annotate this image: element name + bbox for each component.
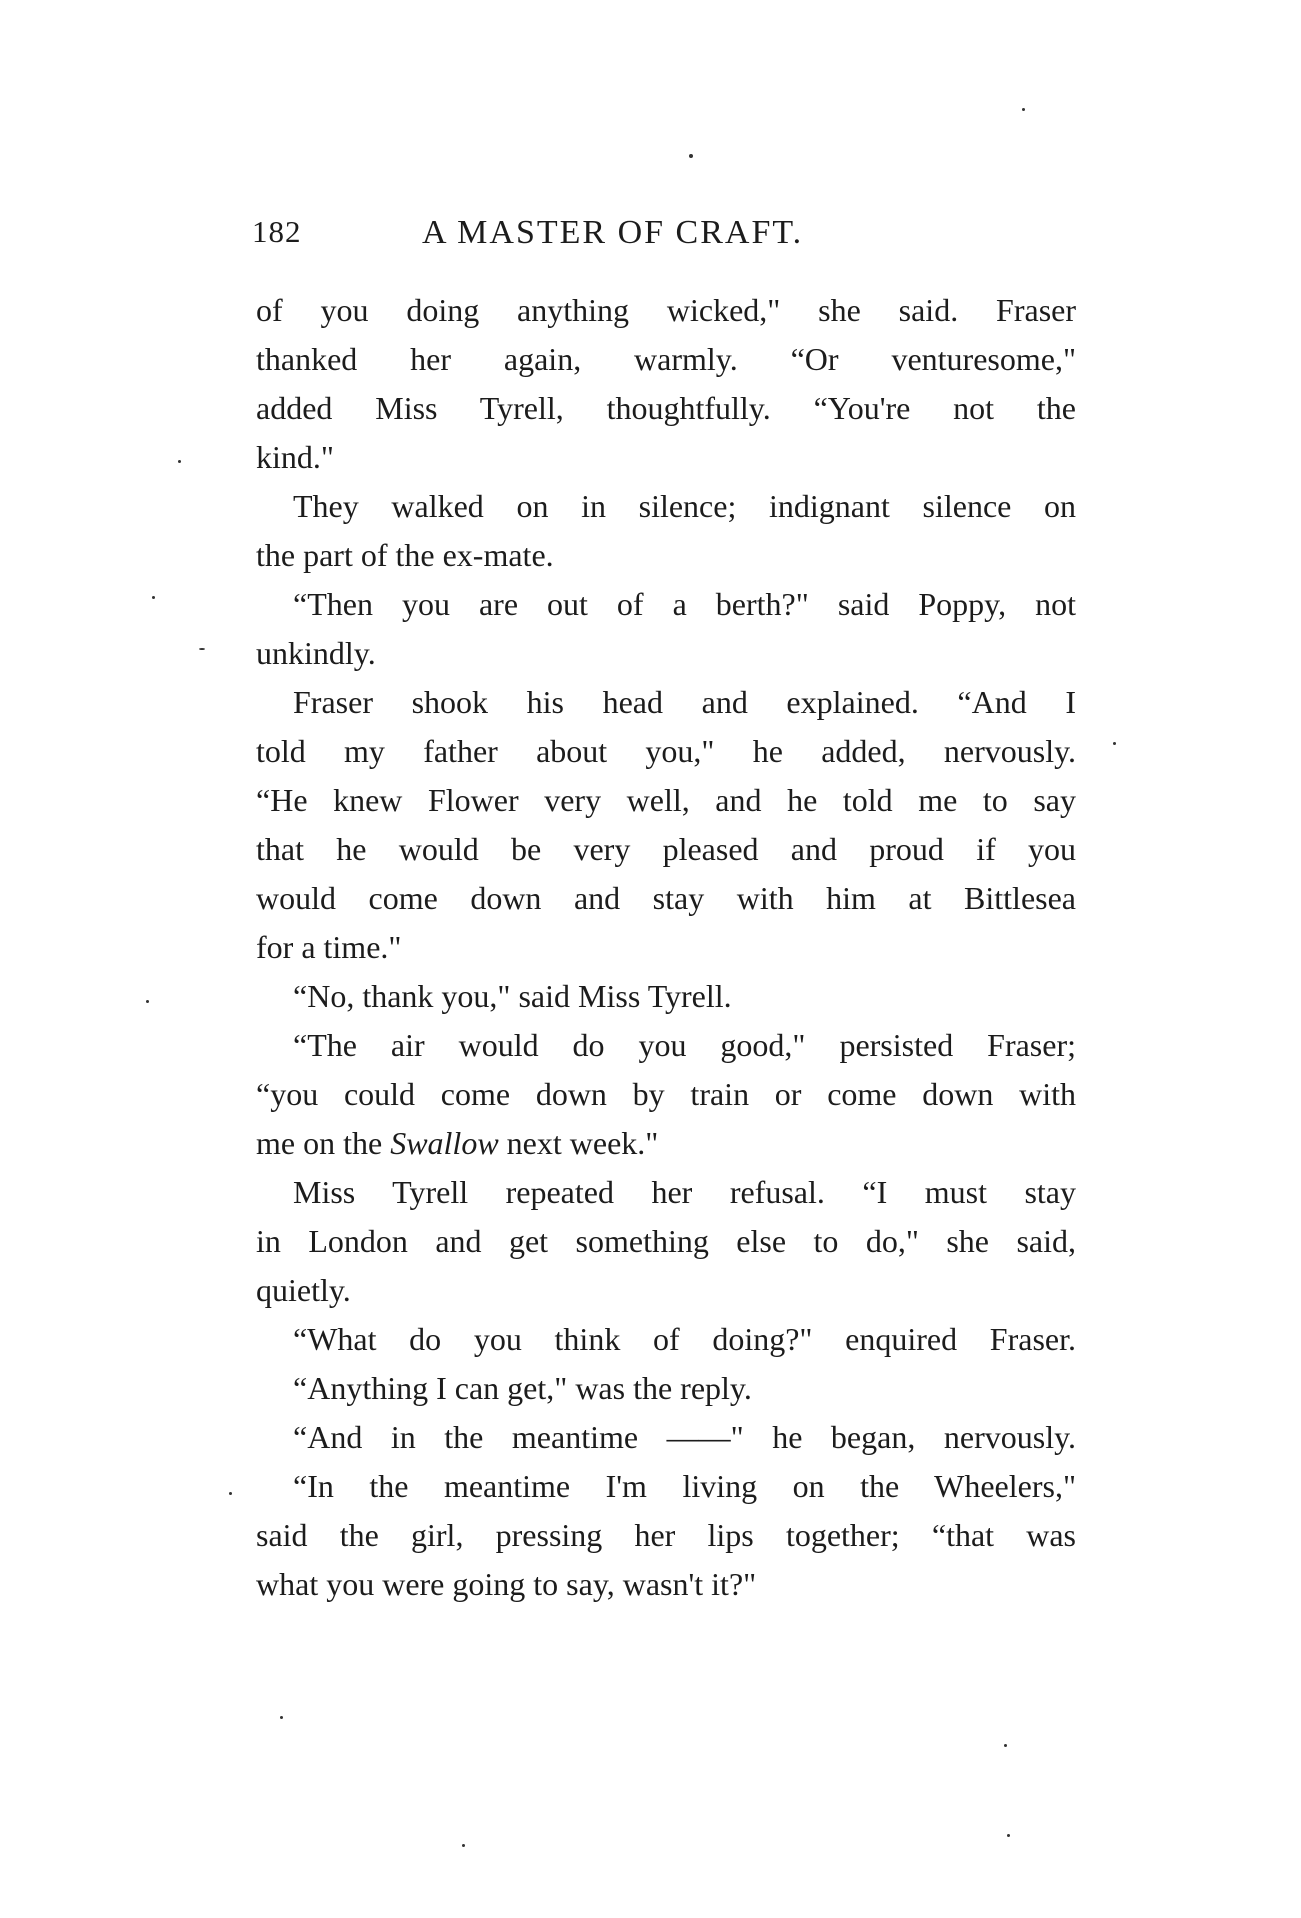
text-line: said the girl, pressing her lips together; “that was bbox=[256, 1517, 1076, 1553]
text-segment: next week." bbox=[506, 1125, 659, 1161]
text-line: added Miss Tyrell, thoughtfully. “You're not the bbox=[256, 390, 1076, 426]
text-line: Fraser shook his head and explained. “And I bbox=[293, 684, 1076, 720]
text-line: “you could come down by train or come down with bbox=[256, 1076, 1076, 1112]
text-line: told my father about you," he added, nervously. bbox=[256, 733, 1076, 769]
scan-speck bbox=[178, 460, 181, 463]
page-number: 182 bbox=[252, 214, 302, 249]
text-line: for a time." bbox=[256, 929, 402, 965]
text-line: quietly. bbox=[256, 1272, 351, 1308]
text-line: kind." bbox=[256, 439, 334, 475]
scan-speck bbox=[1004, 1744, 1007, 1747]
text-line: that he would be very pleased and proud if you bbox=[256, 831, 1076, 867]
scan-speck bbox=[1022, 108, 1025, 111]
scan-speck bbox=[199, 648, 205, 650]
scan-speck bbox=[280, 1716, 283, 1719]
text-line: “No, thank you," said Miss Tyrell. bbox=[293, 978, 732, 1014]
text-line: “What do you think of doing?" enquired Fraser. bbox=[293, 1321, 1076, 1357]
text-line: what you were going to say, wasn't it?" bbox=[256, 1566, 757, 1602]
text-line bbox=[256, 1119, 1076, 1168]
text-line: would come down and stay with him at Bittlesea bbox=[256, 880, 1076, 916]
text-line: of you doing anything wicked," she said. Fraser bbox=[256, 292, 1076, 328]
scan-speck bbox=[689, 154, 693, 158]
ship-name: Swallow bbox=[390, 1125, 499, 1161]
text-line: the part of the ex-mate. bbox=[256, 537, 554, 573]
scan-speck bbox=[462, 1844, 465, 1847]
text-line: “Then you are out of a berth?" said Poppy, not bbox=[293, 586, 1076, 622]
scan-speck bbox=[1007, 1834, 1010, 1837]
text-line: “Anything I can get," was the reply. bbox=[293, 1370, 752, 1406]
body-text bbox=[256, 286, 1076, 1609]
text-line: “In the meantime I'm living on the Wheelers," bbox=[293, 1468, 1076, 1504]
text-line: “He knew Flower very well, and he told me to say bbox=[256, 782, 1076, 818]
scan-speck bbox=[152, 596, 155, 599]
text-line: Miss Tyrell repeated her refusal. “I must stay bbox=[293, 1174, 1076, 1210]
text-segment: me on the bbox=[256, 1125, 383, 1161]
text-line: in London and get something else to do," she said, bbox=[256, 1223, 1076, 1259]
page-header bbox=[252, 214, 1088, 272]
text-line: They walked on in silence; indignant silence on bbox=[293, 488, 1076, 524]
text-line: unkindly. bbox=[256, 635, 376, 671]
scan-speck bbox=[229, 1492, 232, 1495]
text-line: thanked her again, warmly. “Or venturesome," bbox=[256, 341, 1076, 377]
text-line: “The air would do you good," persisted Fraser; bbox=[293, 1027, 1076, 1063]
text-line: “And in the meantime ——" he began, nervously. bbox=[293, 1419, 1076, 1455]
scan-speck bbox=[1113, 742, 1116, 745]
scan-speck bbox=[146, 1000, 149, 1003]
running-title: A MASTER OF CRAFT. bbox=[422, 214, 804, 251]
